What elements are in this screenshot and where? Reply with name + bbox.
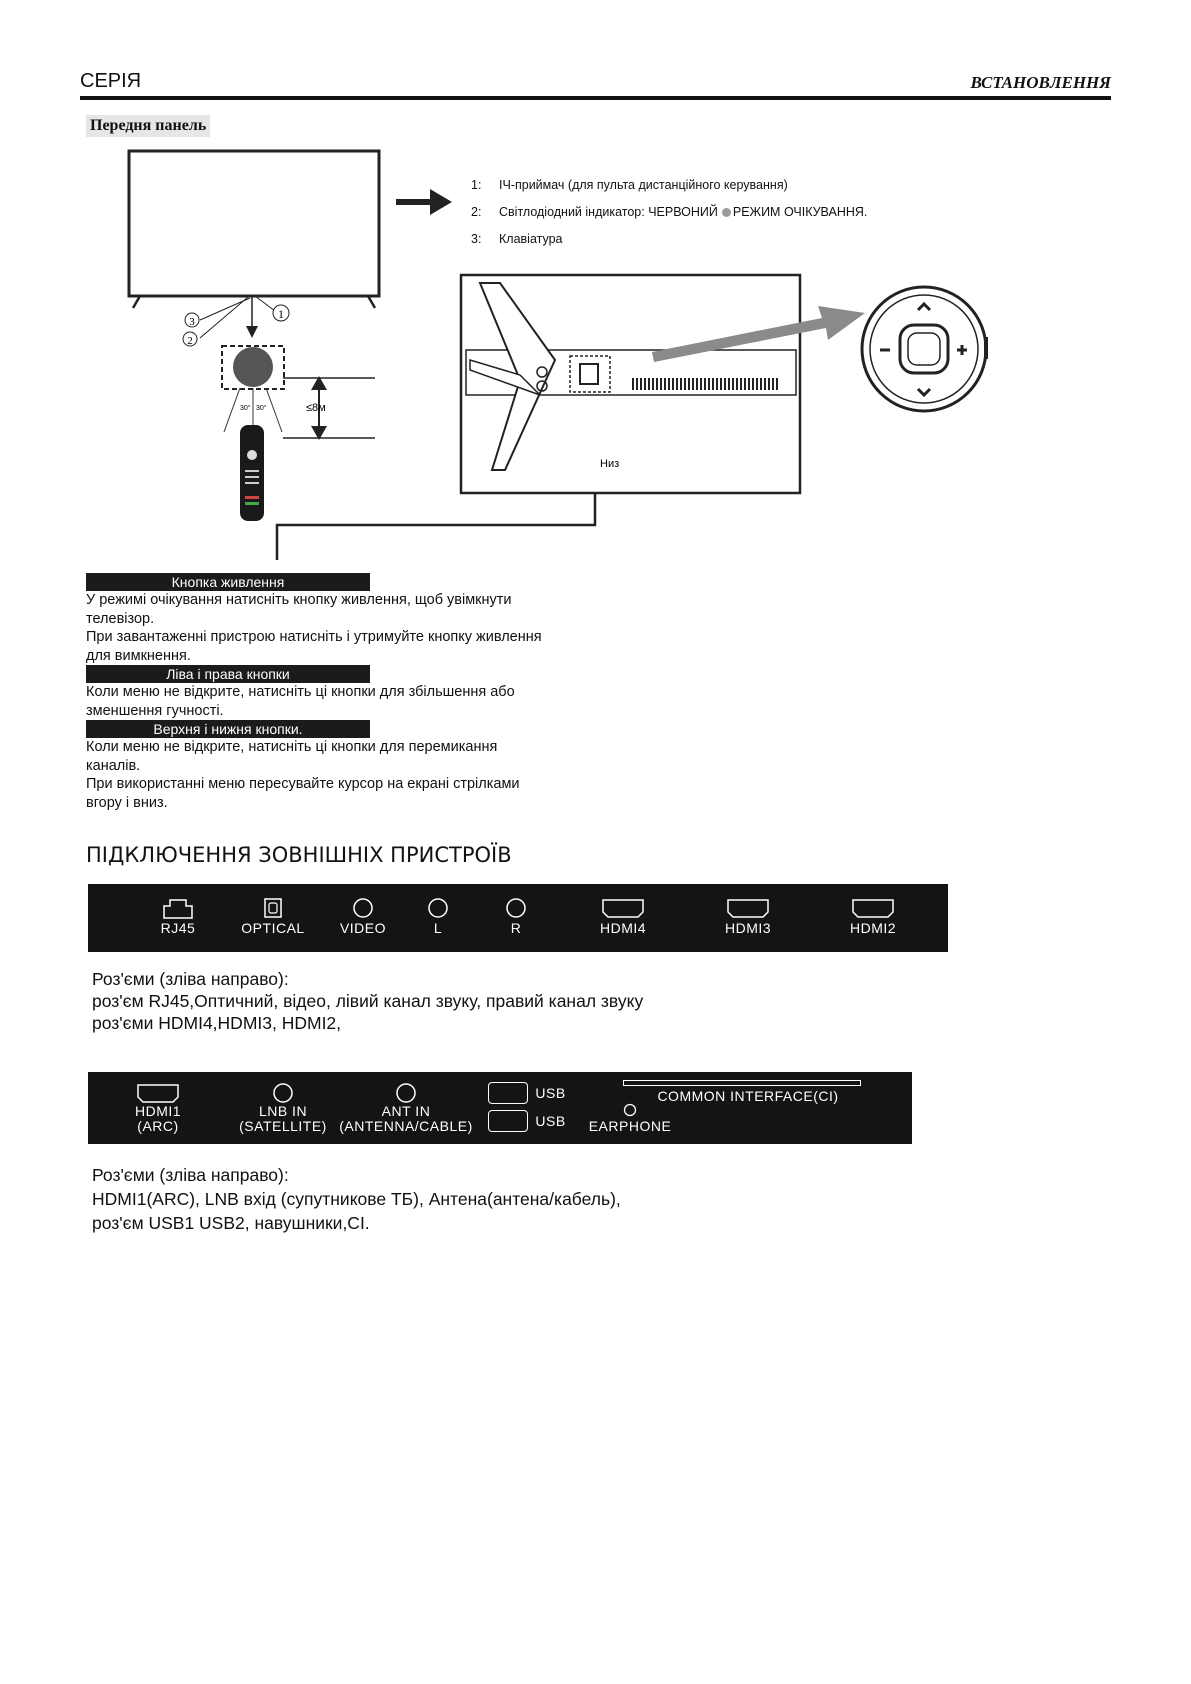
line: Роз'єми (зліва направо):	[92, 1165, 289, 1185]
port-label: LNB IN	[258, 1103, 308, 1119]
panel-1-description	[92, 968, 643, 1034]
coax-jack-icon	[394, 1082, 418, 1104]
port-label: L	[433, 920, 443, 936]
angle-left: 30°	[240, 405, 251, 412]
port-usb1	[488, 1082, 578, 1104]
legend-text: Світлодіодний індикатор: ЧЕРВОНИЙ	[499, 205, 718, 219]
port-label: HDMI1	[134, 1103, 182, 1119]
panel-2-description	[92, 1163, 621, 1235]
hdmi-icon	[726, 896, 770, 920]
line: телевізор.	[86, 610, 155, 627]
up-down-buttons-title: Верхня і нижня кнопки.	[86, 720, 370, 738]
line: вгору і вниз.	[86, 794, 168, 811]
line: роз'єм USB1 USB2, навушники,CI.	[92, 1213, 370, 1233]
port-hdmi1	[118, 1082, 198, 1134]
line: Коли меню не відкрите, натисніть ці кнопки для перемикання	[86, 739, 498, 755]
port-audio-r	[491, 896, 541, 936]
legend-text-after: РЕЖИМ ОЧІКУВАННЯ.	[732, 205, 868, 219]
port-label: HDMI2	[849, 920, 897, 936]
series-label: СЕРІЯ	[80, 70, 142, 92]
usb-icon	[488, 1110, 528, 1132]
port-sublabel: (ARC)	[137, 1118, 179, 1134]
line: При завантаженні пристрою натисніть і утримуйте кнопку живлення	[86, 629, 542, 645]
power-button-title: Кнопка живлення	[86, 573, 370, 591]
legend-num: 1:	[471, 178, 482, 192]
line: Коли меню не відкрите, натисніть ці кнопки для збільшення або	[86, 684, 515, 700]
port-hdmi4	[588, 896, 658, 936]
legend-num: 3:	[471, 232, 482, 246]
led-dot-icon	[722, 208, 731, 217]
port-label: HDMI3	[724, 920, 772, 936]
audio-r-jack-icon	[504, 896, 528, 920]
port-hdmi2	[838, 896, 908, 936]
line: роз'єм RJ45,Оптичний, відео, лівий канал звуку, правий канал звуку	[92, 991, 644, 1011]
line: HDMI1(ARC), LNB вхід (супутникове ТБ), Антена(антена/кабель),	[92, 1189, 621, 1209]
port-label: RJ45	[160, 920, 196, 936]
port-sublabel: (ANTENNA/CABLE)	[339, 1118, 473, 1134]
port-ant-in	[336, 1082, 476, 1134]
port-label: ANT IN	[381, 1103, 431, 1119]
coax-jack-icon	[271, 1082, 295, 1104]
line: роз'єми HDMI4,HDMI3, HDMI2,	[92, 1013, 342, 1033]
port-sublabel: (SATELLITE)	[239, 1118, 327, 1134]
bottom-label: Низ	[600, 458, 620, 470]
external-connections-title: ПІДКЛЮЧЕННЯ ЗОВНІШНІХ ПРИСТРОЇВ	[86, 843, 512, 867]
front-panel-title: Передня панель	[86, 115, 210, 137]
left-right-buttons-title: Ліва і права кнопки	[86, 665, 370, 683]
usb-icon	[488, 1082, 528, 1104]
callout-2-num: 2	[187, 335, 193, 347]
optical-icon	[261, 896, 285, 920]
arrow-right-icon	[396, 189, 452, 215]
port-rj45	[148, 896, 208, 936]
hdmi-icon	[136, 1082, 180, 1104]
legend-num: 2:	[471, 205, 482, 219]
hdmi-icon	[851, 896, 895, 920]
port-label: VIDEO	[339, 920, 387, 936]
port-label: HDMI4	[599, 920, 647, 936]
port-label: USB	[535, 1113, 566, 1129]
angle-right: 30°	[256, 405, 267, 412]
distance-label: ≤8м	[306, 402, 326, 414]
left-right-buttons-desc	[86, 683, 606, 720]
legend-item-1	[471, 178, 788, 192]
port-usb2	[488, 1110, 578, 1132]
port-audio-l	[413, 896, 463, 936]
legend-item-2	[471, 205, 867, 219]
line: Роз'єми (зліва направо):	[92, 969, 289, 989]
callout-1-num: 1	[278, 307, 284, 321]
ir-sensor-icon	[233, 347, 273, 387]
earphone-jack-icon	[622, 1102, 638, 1118]
line: каналів.	[86, 757, 141, 774]
section-title: ВСТАНОВЛЕННЯ	[970, 73, 1111, 92]
port-lnb-in	[233, 1082, 333, 1134]
line: У режимі очікування натисніть кнопку живлення, щоб увімкнути	[86, 592, 512, 608]
connector-panel-1	[88, 884, 948, 952]
port-label: OPTICAL	[241, 920, 305, 936]
tv-screen	[129, 151, 379, 296]
front-panel-diagram	[0, 0, 1191, 560]
power-button-desc	[86, 591, 606, 665]
port-label: COMMON INTERFACE(CI)	[657, 1088, 839, 1104]
line: зменшення гучності.	[86, 702, 224, 719]
audio-l-jack-icon	[426, 896, 450, 920]
connector-panel-2	[88, 1072, 912, 1144]
video-jack-icon	[351, 896, 375, 920]
ci-slot-icon	[623, 1080, 861, 1086]
port-video	[328, 896, 398, 936]
callout-3-num: 3	[189, 316, 195, 328]
port-hdmi3	[713, 896, 783, 936]
rj45-icon	[160, 896, 196, 920]
port-label: R	[510, 920, 522, 936]
legend-item-3	[471, 232, 563, 246]
port-optical	[228, 896, 318, 936]
line: для вимкнення.	[86, 647, 191, 664]
port-label: EARPHONE	[588, 1118, 672, 1134]
line: При використанні меню пересувайте курсор на екрані стрілками	[86, 776, 520, 792]
legend-text: Клавіатура	[499, 232, 563, 246]
port-label: USB	[535, 1085, 566, 1101]
legend-text: ІЧ-приймач (для пульта дистанційного керування)	[499, 178, 788, 192]
hdmi-icon	[601, 896, 645, 920]
remote-icon	[240, 425, 264, 521]
up-down-buttons-desc	[86, 738, 606, 812]
port-earphone	[580, 1102, 680, 1134]
